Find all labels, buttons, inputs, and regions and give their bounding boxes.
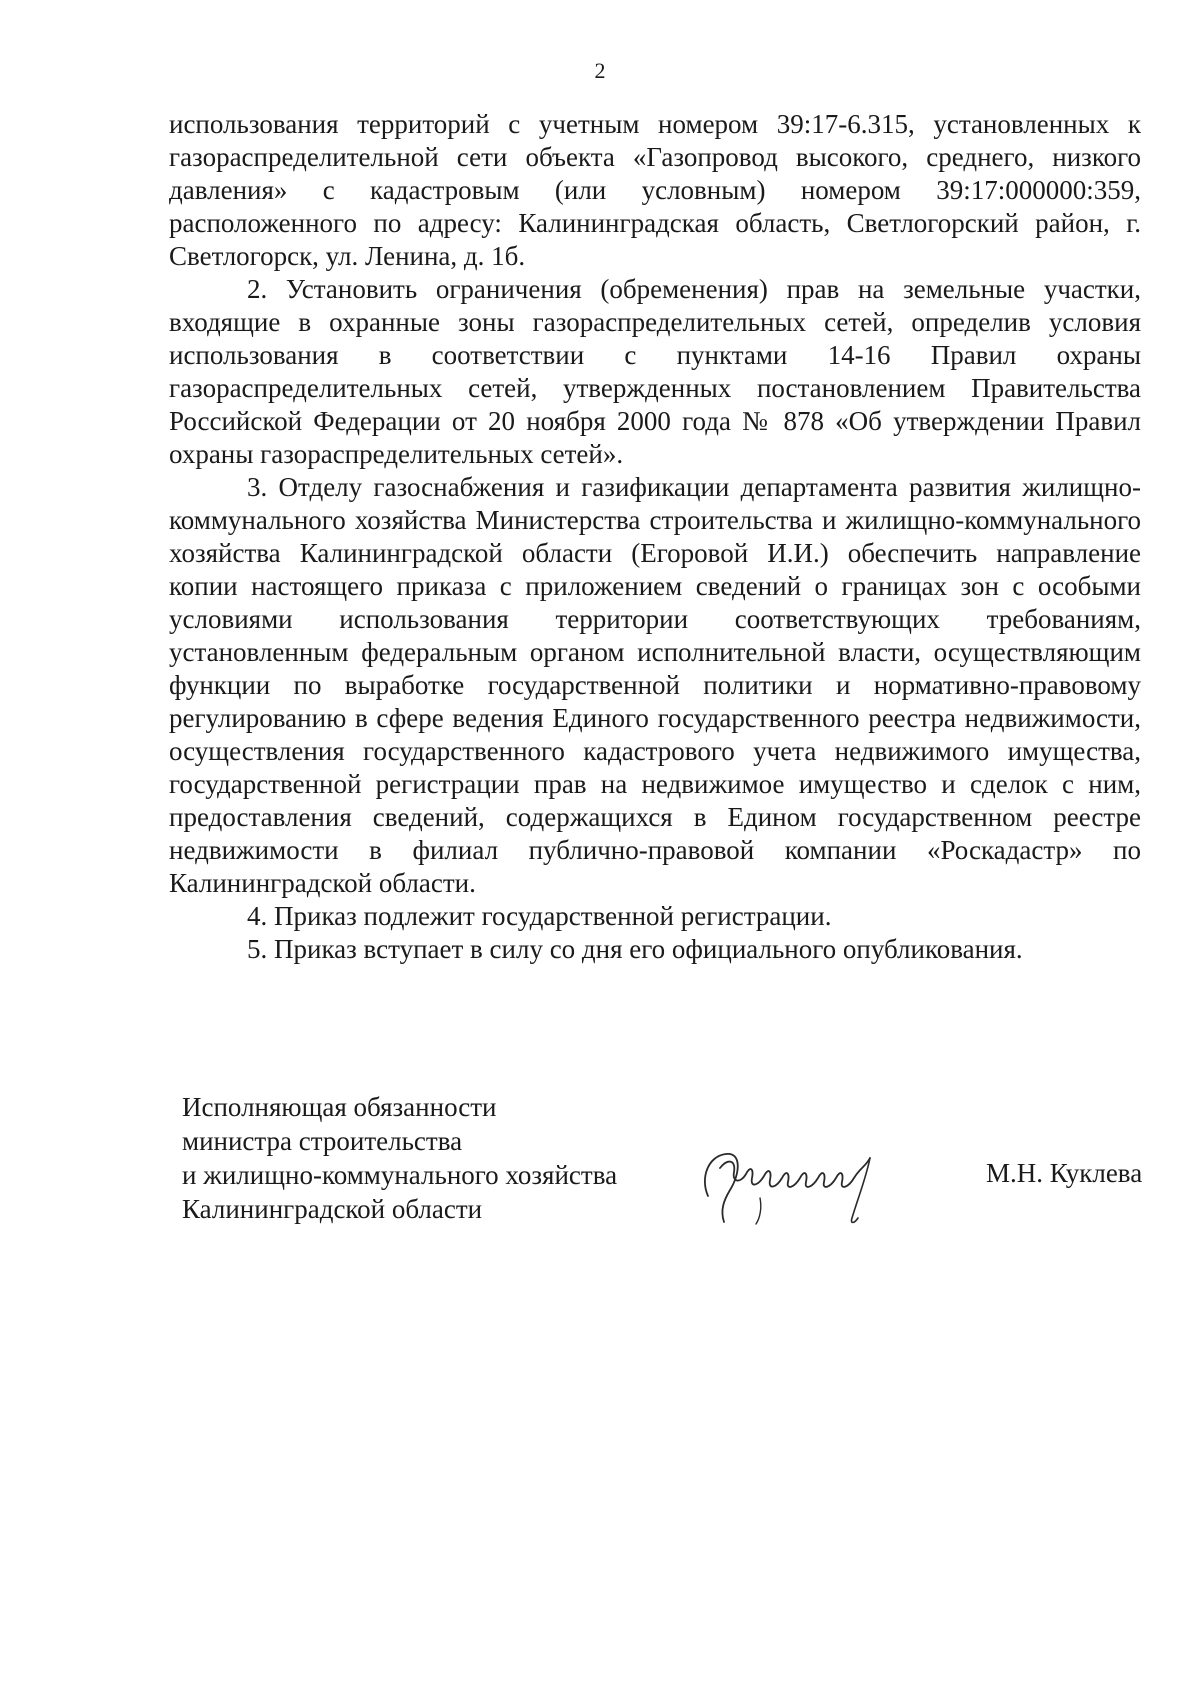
handwritten-signature	[690, 1138, 920, 1228]
page-number: 2	[594, 58, 606, 83]
paragraph-3: 3. Отделу газоснабжения и газификации департамента развития жилищно-коммунального хозяйства Министерства строительства и жилищно-коммунального хозяйства Калининградской области (Егоровой И.И.) обеспечить направление копии настоящего приказа с приложением сведений о границах зон с особыми условиями использования территории соответствующих требованиям, установленным федеральным органом исполнительной власти, осуществляющим функции по выработке государственной политики и нормативно-правовому регулированию в сфере ведения Единого государственного реестра недвижимости, осуществления государственного кадастрового учета недвижимого имущества, государственной регистрации прав на недвижимое имущество и сделок с ним, предоставления сведений, содержащихся в Едином государственном реестре недвижимости в филиал публично-правовой компании «Роскадастр» по Калининградской области.	[169, 472, 1141, 898]
signatory-position-line: министра строительства	[182, 1126, 463, 1156]
signatory-position-line: и жилищно-коммунального хозяйства	[182, 1160, 618, 1190]
paragraph-2: 2. Установить ограничения (обременения) прав на земельные участки, входящие в охранные зоны газораспределительных сетей, определив условия использования в соответствии с пунктами 14-16 Правил охраны газораспределительных сетей, утвержденных постановлением Правительства Российской Федерации от 20 ноября 2000 года № 878 «Об утверждении Правил охраны газораспределительных сетей».	[169, 274, 1141, 469]
paragraph-intro: использования территорий с учетным номером 39:17-6.315, установленных к газораспределительной сети объекта «Газопровод высокого, среднего, низкого давления» с кадастровым (или условным) номером 39:17:000000:359, расположенного по адресу: Калининградская область, Светлогорский район, г. Светлогорск, ул. Ленина, д. 1б.	[169, 109, 1141, 271]
paragraph-4: 4. Приказ подлежит государственной регистрации.	[247, 901, 832, 931]
signatory-position-line: Калининградской области	[182, 1194, 483, 1224]
document-body	[169, 108, 1141, 966]
signatory-name: М.Н. Куклева	[986, 1158, 1143, 1188]
signatory-position	[182, 1090, 617, 1226]
signatory-position-line: Исполняющая обязанности	[182, 1092, 497, 1122]
paragraph-5: 5. Приказ вступает в силу со дня его официального опубликования.	[247, 934, 1023, 964]
